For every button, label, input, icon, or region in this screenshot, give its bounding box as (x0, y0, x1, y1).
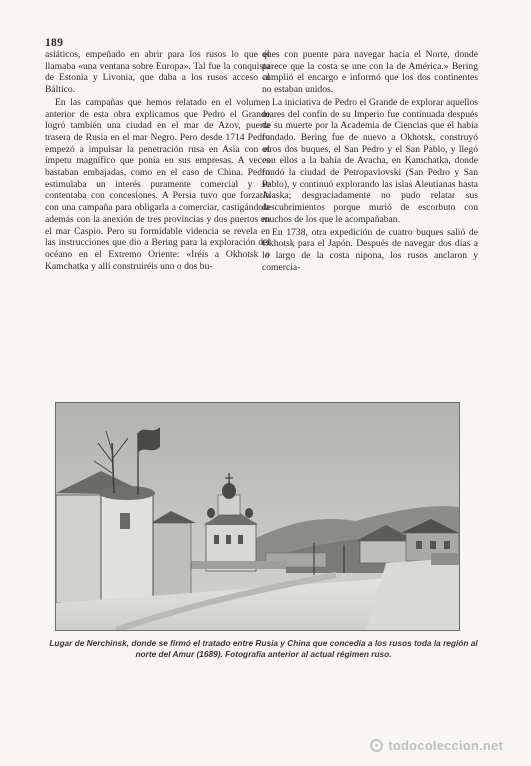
paragraph: asiáticos, empeñado en abrir para los rusos lo que él llamaba «una ventana sobre Europa». Tal fue la conquista de Estonia y Livonia, que daba a los rusos acceso al Báltico. (45, 49, 270, 96)
text-column-left (45, 49, 270, 272)
photo-caption: Lugar de Nerchinsk, donde se firmó el tratado entre Rusia y China que concedía a los rusos toda la región al norte del Amur (1689). Fotografía anterior al actual régimen ruso. (49, 638, 478, 659)
paragraph: En las campañas que hemos relatado en el volumen anterior de esta obra explicamos que Pedro el Grande logró también una ciudad en el mar de Azov, puerta trasera de Rusia en el mar Negro. Pero desde 1714 Pedro empezó a impulsar la penetración rusa en Asia con el ímpetu magnífico que ponía en sus empresas. A veces bastaban embajadas, como en el caso de China. Pedro estimulaba un interés puramente comercial y se contentaba con concesiones. A Persia tuvo que forzarla con una campaña para obligarla a comerciar, castigándola además con la anexión de tres provincias y dos puertos en el mar Caspio. Pero su formidable videncia se revela en las instrucciones que dio a Bering para la exploración del océano en el Extremo Oriente: «Iréis a Okhotsk o Kamchatka y allí construiréis uno o dos bu- (45, 96, 270, 272)
paragraph: La iniciativa de Pedro el Grande de explorar aquellos mares del confín de su Imperio fue continuada después de su muerte por la Academia de Ciencias que él había fundado. Bering fue de nuevo a Okhotsk, construyó otros dos buques, el San Pedro y el San Pablo, y llegó con ellos a la bahía de Avacha, en Kamchatka, donde fundó la ciudad de Petropavlovski (San Pedro y San Pablo), y continuó explorando las islas Aleutianas hasta Alaska; desgraciadamente no pudo relatar sus descubrimientos porque murió de escorbuto con muchos de los que le acompañaban. (262, 96, 478, 225)
paragraph: En 1738, otra expedición de cuatro buques salió de Okhotsk para el Japón. Después de navegar dos días a lo largo de la costa nipona, los rusos anclaron y comercia- (262, 226, 478, 273)
watermark-text: todocoleccion.net (388, 738, 503, 753)
watermark-logo-icon (370, 739, 383, 752)
text-column-right (262, 49, 478, 273)
watermark (370, 738, 503, 753)
page-number: 189 (45, 37, 64, 49)
historic-photo (55, 402, 460, 631)
paragraph: ques con puente para navegar hacia el Norte, donde parece que la costa se une con la de América.» Bering cumplió el encargo e informó que los dos continentes no estaban unidos. (262, 49, 478, 96)
photo-nerchinsk (56, 403, 459, 630)
